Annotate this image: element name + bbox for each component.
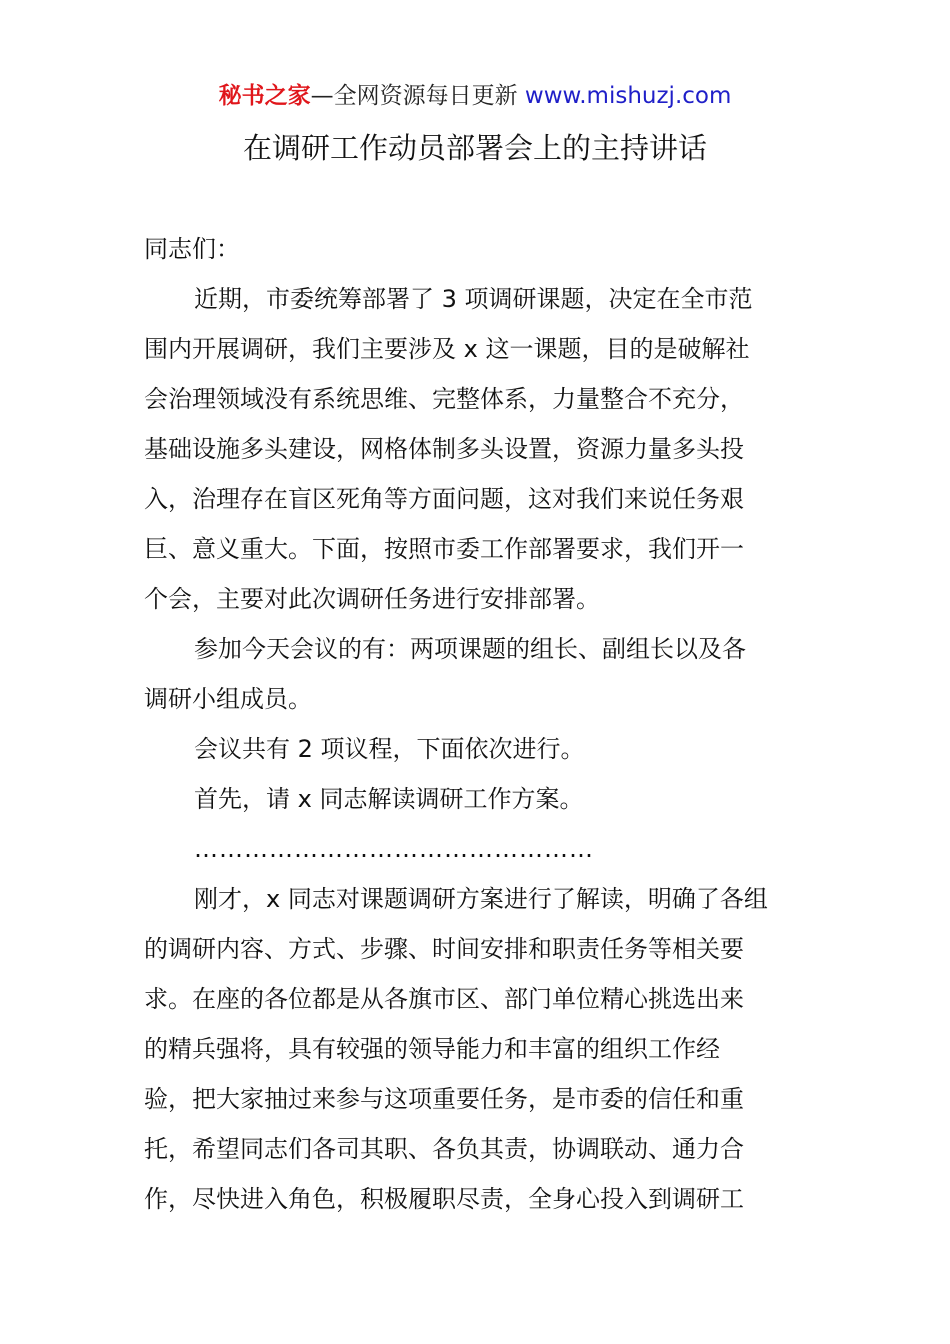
body-line: 个会，主要对此次调研任务进行安排部署。 — [144, 585, 600, 613]
body-line: 验，把大家抽过来参与这项重要任务，是市委的信任和重 — [144, 1085, 744, 1113]
site-url-link[interactable]: www.mishuzj.com — [524, 83, 732, 109]
brand-name: 秘书之家 — [218, 83, 311, 109]
header-tagline: 全网资源每日更新 — [333, 83, 518, 109]
body-line: 围内开展调研，我们主要涉及 x 这一课题，目的是破解社 — [144, 335, 750, 363]
body-line: ………………………………………… — [194, 835, 594, 863]
body-line: 会议共有 2 项议程，下面依次进行。 — [194, 735, 585, 763]
body-line: 调研小组成员。 — [144, 685, 312, 713]
body-line: 托，希望同志们各司其职、各负其责，协调联动、通力合 — [144, 1135, 744, 1163]
header-dash: — — [310, 83, 334, 109]
body-line: 基础设施多头建设，网格体制多头设置，资源力量多头投 — [144, 435, 744, 463]
body-line: 巨、意义重大。下面，按照市委工作部署要求，我们开一 — [144, 535, 744, 563]
body-line: 的调研内容、方式、步骤、时间安排和职责任务等相关要 — [144, 935, 744, 963]
body-line: 求。在座的各位都是从各旗市区、部门单位精心挑选出来 — [144, 985, 744, 1013]
document-title: 在调研工作动员部署会上的主持讲话 — [242, 131, 707, 165]
body-line: 首先，请 x 同志解读调研工作方案。 — [194, 785, 584, 813]
document-body — [144, 224, 810, 1224]
body-line: 近期，市委统筹部署了 3 项调研课题，决定在全市范 — [194, 285, 753, 313]
body-line: 会治理领域没有系统思维、完整体系，力量整合不充分， — [144, 385, 744, 413]
body-line: 作，尽快进入角色，积极履职尽责，全身心投入到调研工 — [144, 1185, 744, 1213]
body-line: 参加今天会议的有：两项课题的组长、副组长以及各 — [194, 635, 746, 663]
body-line: 入，治理存在盲区死角等方面问题，这对我们来说任务艰 — [144, 485, 744, 513]
body-line: 的精兵强将，具有较强的领导能力和丰富的组织工作经 — [144, 1035, 720, 1063]
site-header — [0, 80, 950, 112]
salutation: 同志们： — [144, 235, 240, 263]
body-line: 刚才，x 同志对课题调研方案进行了解读，明确了各组 — [194, 885, 768, 913]
